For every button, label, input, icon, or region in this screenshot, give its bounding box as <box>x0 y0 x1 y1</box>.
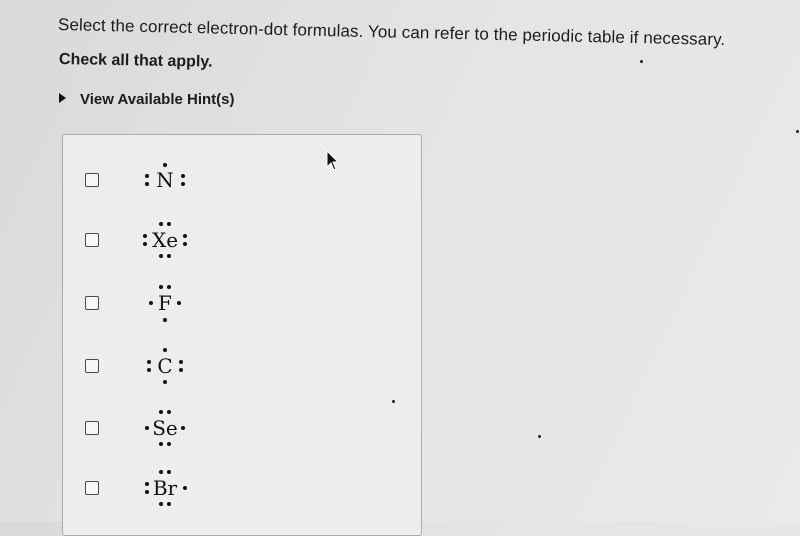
electron-dot <box>163 163 167 167</box>
screen-speck <box>392 400 395 403</box>
screen-speck <box>640 60 643 63</box>
electron-dot <box>181 426 185 430</box>
electron-dot <box>159 254 163 258</box>
electron-dot <box>145 182 149 186</box>
caret-right-icon <box>59 93 66 103</box>
element-symbol: Xe <box>151 228 179 252</box>
electron-dot <box>183 242 187 246</box>
electron-dot <box>145 174 149 178</box>
electron-dot <box>167 470 171 474</box>
option-xe[interactable] <box>85 227 285 253</box>
option-f[interactable] <box>85 290 285 316</box>
element-symbol: F <box>158 291 172 315</box>
checkbox[interactable] <box>85 359 99 373</box>
electron-dot <box>159 222 163 226</box>
option-br[interactable] <box>85 475 285 501</box>
checkbox[interactable] <box>85 296 99 310</box>
checkbox[interactable] <box>85 421 99 435</box>
option-se[interactable] <box>85 415 285 441</box>
element-symbol: Se <box>152 416 178 440</box>
checkbox[interactable] <box>85 233 99 247</box>
electron-dot <box>145 426 149 430</box>
instruction-text: Check all that apply. <box>58 51 213 71</box>
electron-dot <box>163 348 167 352</box>
mouse-pointer-icon <box>326 150 340 172</box>
electron-dot <box>159 285 163 289</box>
electron-dot <box>167 410 171 414</box>
question-text: Select the correct electron-dot formulas. You can refer to the periodic table if necessary. <box>57 15 726 50</box>
element-symbol: N <box>156 168 174 192</box>
electron-dot <box>183 486 187 490</box>
electron-dot <box>183 234 187 238</box>
option-n[interactable] <box>85 167 285 193</box>
electron-dot <box>147 368 151 372</box>
checkbox[interactable] <box>85 173 99 187</box>
electron-dot <box>181 174 185 178</box>
electron-dot <box>167 442 171 446</box>
screen-speck <box>538 435 541 438</box>
electron-dot <box>167 285 171 289</box>
electron-dot <box>159 470 163 474</box>
hint-label: View Available Hint(s) <box>80 91 235 108</box>
electron-dot <box>149 301 153 305</box>
electron-dot <box>159 442 163 446</box>
electron-dot <box>181 182 185 186</box>
electron-dot <box>167 222 171 226</box>
electron-dot <box>177 301 181 305</box>
screen-speck <box>796 130 799 133</box>
electron-dot <box>179 368 183 372</box>
electron-dot <box>159 410 163 414</box>
electron-dot <box>167 502 171 506</box>
electron-dot <box>167 254 171 258</box>
electron-dot <box>147 360 151 364</box>
electron-dot <box>143 234 147 238</box>
element-symbol: Br <box>152 476 178 500</box>
view-hints-link[interactable] <box>59 91 235 108</box>
electron-dot <box>163 318 167 322</box>
element-symbol: C <box>157 354 173 378</box>
answer-options-panel <box>62 134 422 536</box>
checkbox[interactable] <box>85 481 99 495</box>
electron-dot <box>159 502 163 506</box>
electron-dot <box>145 490 149 494</box>
option-c[interactable] <box>85 353 285 379</box>
electron-dot <box>145 482 149 486</box>
electron-dot <box>143 242 147 246</box>
electron-dot <box>163 380 167 384</box>
electron-dot <box>179 360 183 364</box>
